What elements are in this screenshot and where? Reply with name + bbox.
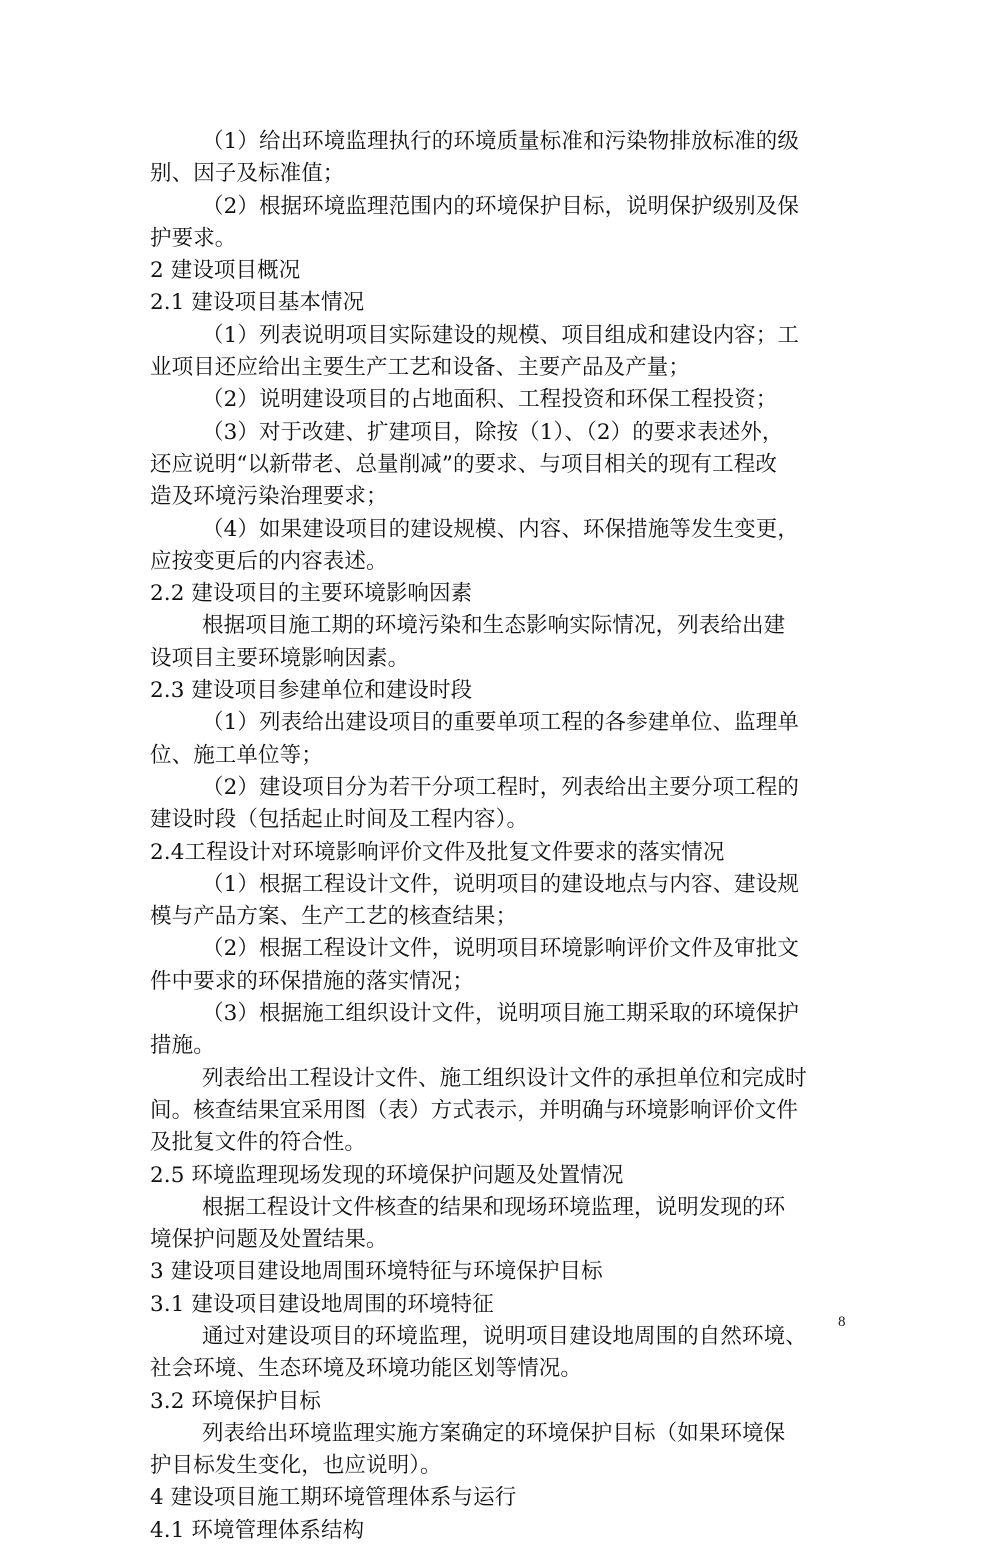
text-line: 境保护问题及处置结果。 bbox=[150, 1227, 388, 1253]
text-line: 建设时段（包括起止时间及工程内容）。 bbox=[150, 807, 529, 833]
text-line: （1）根据工程设计文件，说明项目的建设地点与内容、建设规 bbox=[202, 871, 799, 897]
text-line: （2）建设项目分为若干分项工程时，列表给出主要分项工程的 bbox=[202, 774, 799, 800]
text-line: （3）根据施工组织设计文件，说明项目施工期采取的环境保护 bbox=[202, 1001, 799, 1027]
text-line: 件中要求的环保措施的落实情况； bbox=[150, 968, 475, 994]
text-line: 3.1 建设项目建设地周围的环境特征 bbox=[150, 1291, 494, 1317]
text-line: （1）列表说明项目实际建设的规模、项目组成和建设内容；工 bbox=[202, 322, 799, 348]
text-line: 3 建设项目建设地周围环境特征与环境保护目标 bbox=[150, 1259, 603, 1285]
text-line: 还应说明“以新带老、总量削减”的要求、与项目相关的现有工程改 bbox=[150, 451, 777, 477]
text-line: 措施。 bbox=[150, 1033, 215, 1059]
text-line: （1）给出环境监理执行的环境质量标准和污染物排放标准的级 bbox=[202, 129, 799, 154]
text-line: 2 建设项目概况 bbox=[150, 258, 301, 284]
text-line: 间。核查结果宜采用图（表）方式表示，并明确与环境影响评价文件 bbox=[150, 1097, 799, 1123]
text-line: 造及环境污染治理要求； bbox=[150, 484, 388, 510]
text-line: 根据工程设计文件核查的结果和现场环境监理，说明发现的环 bbox=[202, 1194, 786, 1220]
text-line: 根据项目施工期的环境污染和生态影响实际情况，列表给出建 bbox=[202, 613, 786, 639]
text-line: 2.5 环境监理现场发现的环境保护问题及处置情况 bbox=[150, 1162, 624, 1188]
text-line: 列表给出环境监理实施方案确定的环境保护目标（如果环境保 bbox=[202, 1420, 786, 1446]
text-line: 别、因子及标准值； bbox=[150, 161, 345, 187]
text-line: 4.1 环境管理体系结构 bbox=[150, 1517, 365, 1543]
text-line: 业项目还应给出主要生产工艺和设备、主要产品及产量； bbox=[150, 355, 691, 381]
text-line: 2.2 建设项目的主要环境影响因素 bbox=[150, 581, 473, 607]
text-line: 护要求。 bbox=[150, 225, 237, 251]
text-line: （1）列表给出建设项目的重要单项工程的各参建单位、监理单 bbox=[202, 710, 799, 736]
text-line: 设项目主要环境影响因素。 bbox=[150, 645, 410, 671]
text-line: （2）说明建设项目的占地面积、工程投资和环保工程投资； bbox=[202, 387, 778, 413]
text-line: 2.4工程设计对环境影响评价文件及批复文件要求的落实情况 bbox=[150, 839, 725, 865]
text-line: 及批复文件的符合性。 bbox=[150, 1130, 367, 1156]
text-line: 3.2 环境保护目标 bbox=[150, 1388, 322, 1414]
text-line: 护目标发生变化，也应说明）。 bbox=[150, 1453, 442, 1479]
text-line: 列表给出工程设计文件、施工组织设计文件的承担单位和完成时 bbox=[202, 1065, 807, 1091]
text-line: （4）如果建设项目的建设规模、内容、环保措施等发生变更， bbox=[202, 516, 799, 542]
text-line: 位、施工单位等； bbox=[150, 742, 323, 768]
text-line: 2.1 建设项目基本情况 bbox=[150, 290, 365, 316]
text-line: 模与产品方案、生产工艺的核查结果； bbox=[150, 904, 518, 930]
text-line: 应按变更后的内容表述。 bbox=[150, 548, 388, 574]
text-line: （2）根据工程设计文件，说明项目环境影响评价文件及审批文 bbox=[202, 936, 799, 962]
page-number: 8 bbox=[838, 1314, 846, 1330]
document-body bbox=[150, 126, 850, 1547]
text-line: （3）对于改建、扩建项目，除按（1）、（2）的要求表述外， bbox=[202, 419, 784, 445]
text-line: 通过对建设项目的环境监理，说明项目建设地周围的自然环境、 bbox=[202, 1323, 807, 1349]
text-line: 2.3 建设项目参建单位和建设时段 bbox=[150, 678, 473, 704]
text-line: 社会环境、生态环境及环境功能区划等情况。 bbox=[150, 1356, 583, 1382]
text-line: （2）根据环境监理范围内的环境保护目标，说明保护级别及保 bbox=[202, 193, 799, 219]
text-line: 4 建设项目施工期环境管理体系与运行 bbox=[150, 1485, 517, 1511]
